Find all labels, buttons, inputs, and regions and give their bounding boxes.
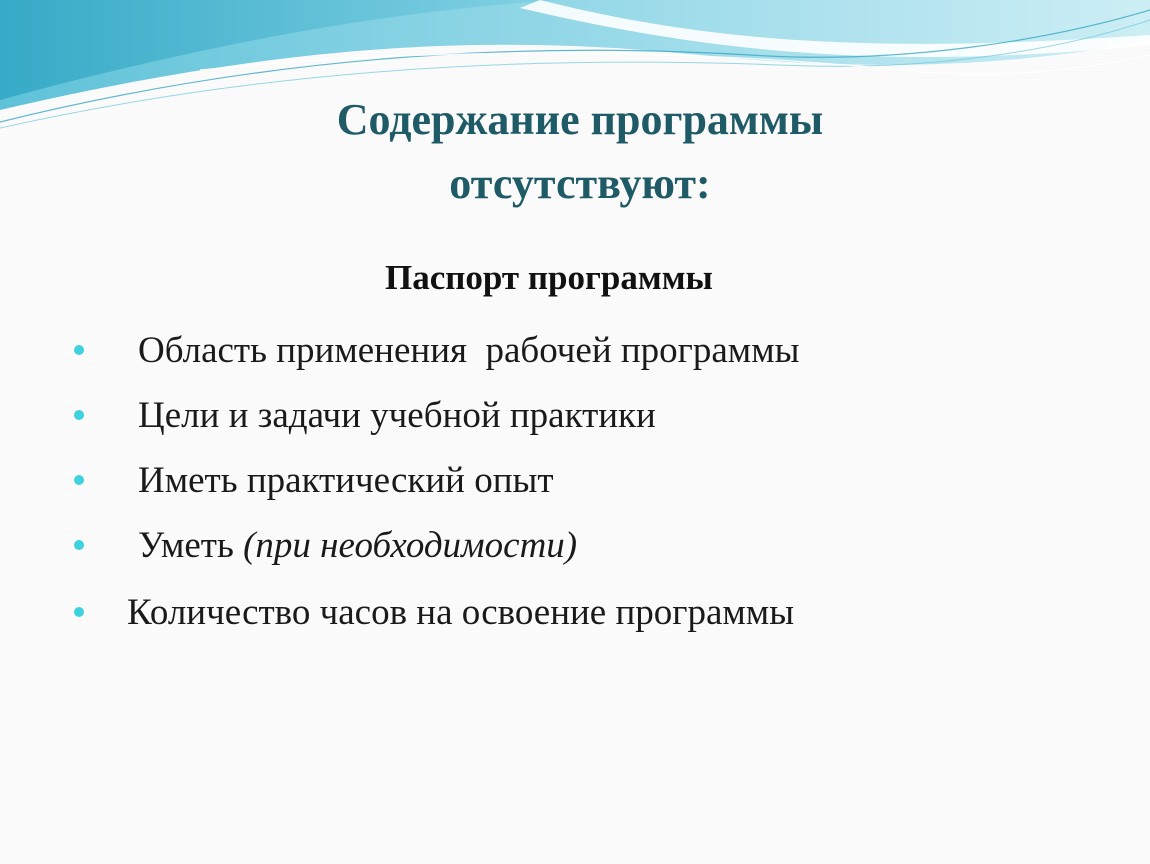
list-item-label: Область применения рабочей программы [138, 330, 800, 371]
list-item-label: Цели и задачи учебной практики [138, 395, 656, 436]
list-item-label [138, 524, 577, 567]
list-item [0, 321, 1100, 381]
list-item [0, 386, 1100, 446]
list-item-label: Иметь практический опыт [138, 460, 554, 501]
bullet-dot-icon [74, 475, 84, 485]
list-item [0, 451, 1100, 511]
title-line-1: Содержание программы [336, 95, 824, 144]
bullet-dot-icon [74, 540, 84, 550]
list-item-main-text: Уметь [138, 525, 244, 566]
list-item [0, 516, 1100, 576]
list-item [0, 583, 1100, 643]
bullet-dot-icon [74, 607, 84, 617]
title-line-2: отсутствуют: [449, 159, 711, 208]
list-item-label: Количество часов на освоение программы [127, 592, 795, 633]
list-item-note: (при необходимости) [243, 525, 578, 566]
subtitle: Паспорт программы [385, 258, 713, 297]
bullet-dot-icon [74, 410, 84, 420]
bullet-dot-icon [74, 345, 84, 355]
